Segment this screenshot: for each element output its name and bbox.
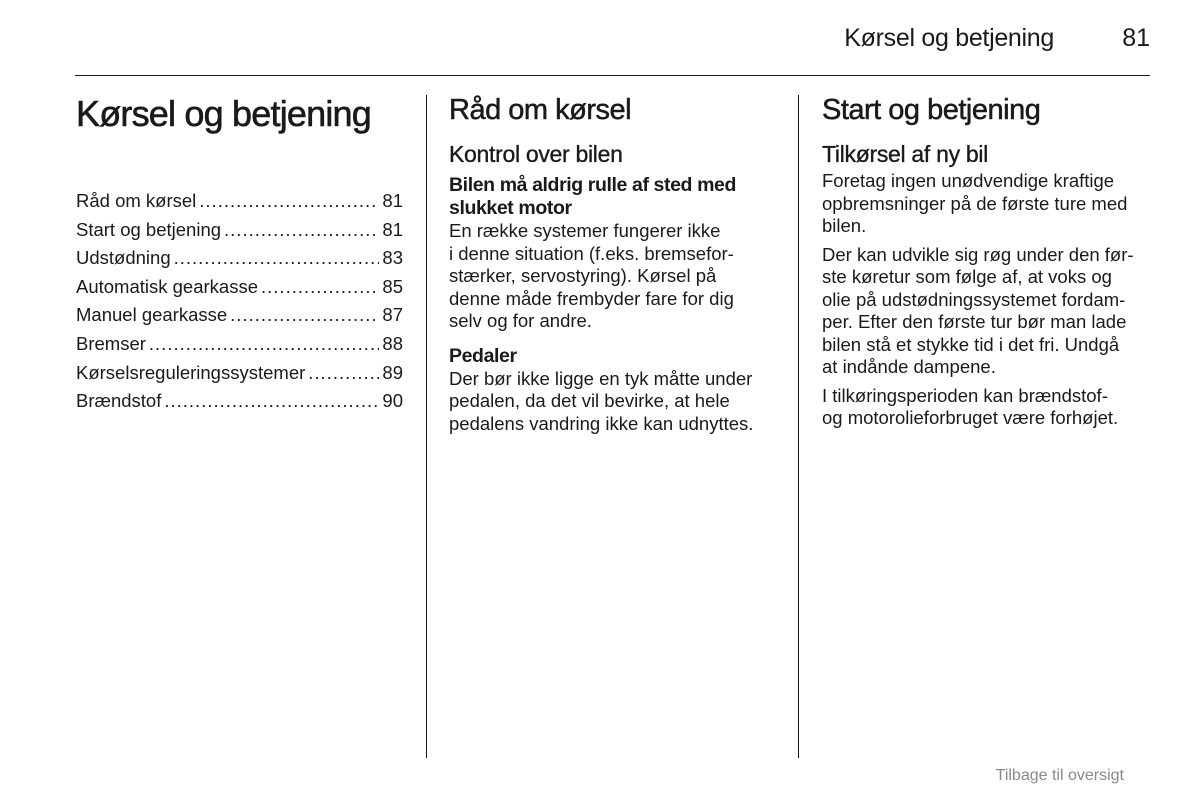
subsection-title: Kontrol over bilen bbox=[449, 141, 623, 167]
toc-entry-page: 89 bbox=[382, 361, 403, 383]
start-operation-column bbox=[822, 90, 1152, 430]
text-line: bilen. bbox=[822, 215, 867, 236]
section-title: Råd om kørsel bbox=[449, 94, 632, 126]
text-line: stærker, servostyring). Kørsel på bbox=[449, 265, 717, 286]
text-line: selv og for andre. bbox=[449, 310, 592, 331]
toc-entry[interactable] bbox=[76, 304, 403, 333]
toc-entry-label: Start og betjening bbox=[76, 218, 222, 240]
toc-entry-label: Udstødning bbox=[76, 247, 171, 269]
running-header-title: Kørsel og betjening bbox=[844, 24, 1054, 52]
toc-entry-page: 81 bbox=[382, 218, 403, 240]
toc-entry-label: Automatisk gearkasse bbox=[76, 275, 259, 297]
toc-dot-leader bbox=[149, 333, 380, 355]
toc-dot-leader bbox=[224, 219, 379, 241]
section-title: Start og betjening bbox=[822, 94, 1041, 126]
toc-dot-leader bbox=[230, 304, 379, 326]
toc-entry[interactable] bbox=[76, 247, 403, 276]
text-line: denne måde frembyder fare for dig bbox=[449, 287, 734, 309]
header-rule bbox=[75, 75, 1150, 76]
text-line: ste køretur som følge af, at voks og bbox=[822, 266, 1112, 287]
toc-entry-label: Bremser bbox=[76, 332, 146, 354]
text-line: pedalen, da det vil bevirke, at hele bbox=[449, 390, 730, 411]
subsection-title: Tilkørsel af ny bil bbox=[822, 141, 988, 167]
toc-dot-leader bbox=[261, 276, 379, 298]
pedals-heading: Pedaler bbox=[449, 344, 517, 367]
toc-dot-leader bbox=[308, 362, 379, 384]
toc-entry[interactable] bbox=[76, 362, 403, 391]
table-of-contents bbox=[76, 190, 403, 419]
toc-entry[interactable] bbox=[76, 276, 403, 305]
toc-entry-page: 81 bbox=[382, 190, 403, 211]
text-line: og motorolieforbruget være forhøjet. bbox=[822, 407, 1119, 428]
text-line: bilen stå et stykke tid i det fri. Undgå bbox=[822, 333, 1120, 355]
paragraph bbox=[822, 170, 1152, 238]
toc-entry-label: Brændstof bbox=[76, 390, 162, 412]
chapter-title: Kørsel og betjening bbox=[76, 93, 371, 134]
warning-heading-line: slukket motor bbox=[449, 197, 572, 219]
driving-advice-column bbox=[449, 90, 779, 435]
back-to-overview-link[interactable]: Tilbage til oversigt bbox=[995, 767, 1124, 784]
text-line: olie på udstødningssystemet fordam- bbox=[822, 288, 1126, 310]
toc-dot-leader bbox=[199, 190, 379, 212]
text-line: i denne situation (f.eks. bremsefor- bbox=[449, 242, 734, 264]
text-line: Foretag ingen unødvendige kraftige bbox=[822, 170, 1115, 191]
toc-entry[interactable] bbox=[76, 190, 403, 219]
toc-entry-page: 83 bbox=[382, 247, 403, 269]
warning-paragraph bbox=[449, 220, 779, 333]
column-divider bbox=[798, 95, 799, 758]
chapter-contents-column bbox=[76, 90, 406, 412]
toc-entry-page: 88 bbox=[382, 332, 403, 354]
toc-dot-leader bbox=[164, 390, 379, 412]
text-line: at indånde dampene. bbox=[822, 356, 996, 377]
column-divider bbox=[426, 95, 427, 758]
text-line: per. Efter den første tur bør man lade bbox=[822, 311, 1127, 332]
text-line: Der bør ikke ligge en tyk måtte under bbox=[449, 367, 753, 389]
toc-dot-leader bbox=[174, 247, 380, 269]
toc-entry[interactable] bbox=[76, 390, 403, 419]
paragraph bbox=[822, 385, 1152, 430]
toc-entry-label: Manuel gearkasse bbox=[76, 304, 228, 326]
toc-entry-page: 90 bbox=[382, 390, 403, 412]
text-line: En række systemer fungerer ikke bbox=[449, 220, 721, 241]
toc-entry-page: 85 bbox=[382, 275, 403, 297]
toc-entry-page: 87 bbox=[382, 304, 403, 326]
toc-entry[interactable] bbox=[76, 219, 403, 248]
text-line: opbremsninger på de første ture med bbox=[822, 192, 1128, 214]
warning-heading bbox=[449, 174, 779, 220]
page-number: 81 bbox=[1122, 24, 1150, 52]
text-line: I tilkøringsperioden kan brændstof- bbox=[822, 384, 1108, 406]
text-line: Der kan udvikle sig røg under den før- bbox=[822, 243, 1134, 265]
toc-entry[interactable] bbox=[76, 333, 403, 362]
toc-entry-label: Kørselsreguleringssystemer bbox=[76, 361, 306, 383]
paragraph bbox=[822, 244, 1152, 379]
text-line: pedalens vandring ikke kan udnyttes. bbox=[449, 412, 754, 434]
toc-entry-label: Råd om kørsel bbox=[76, 190, 197, 211]
warning-heading-line: Bilen må aldrig rulle af sted med bbox=[449, 174, 736, 196]
pedals-paragraph bbox=[449, 368, 779, 436]
